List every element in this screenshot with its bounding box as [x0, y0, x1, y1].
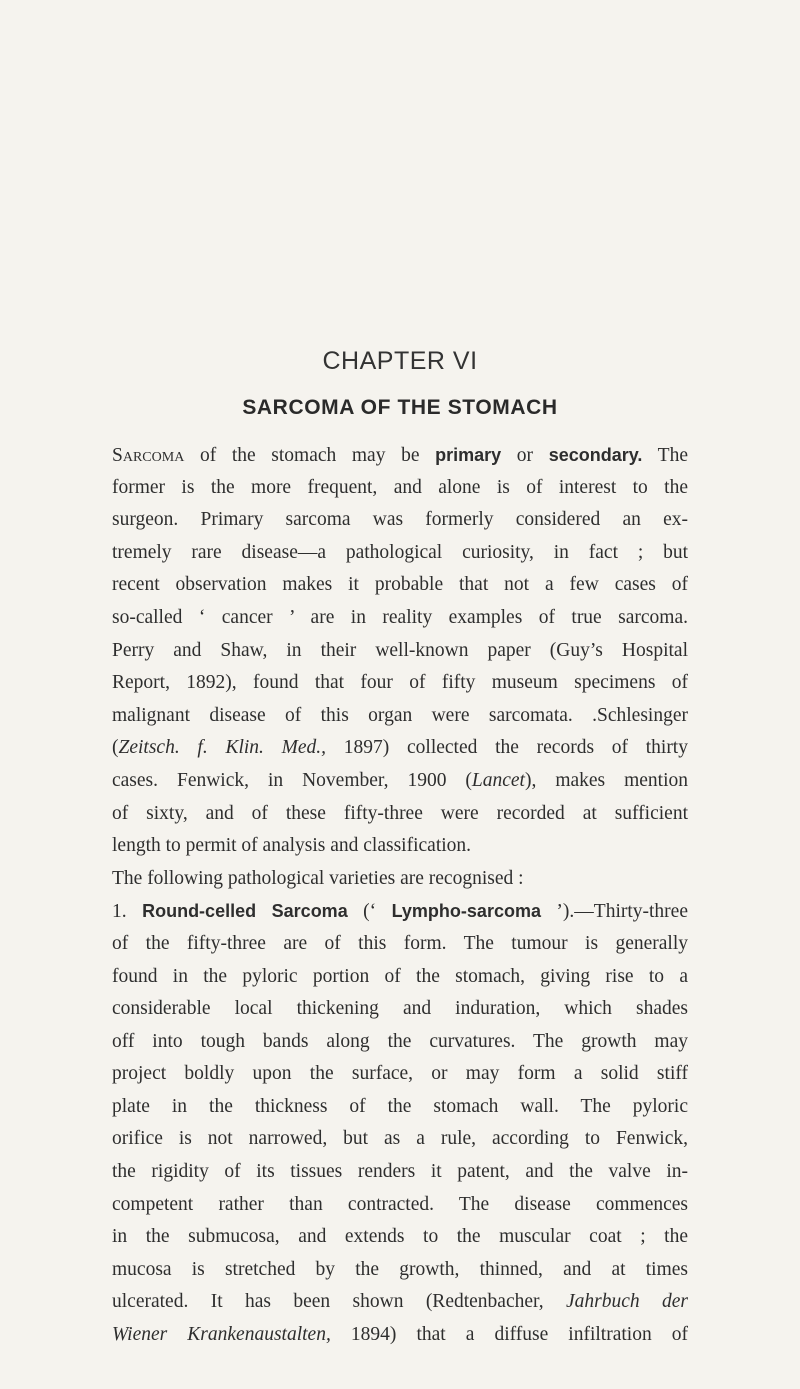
text-line: malignant disease of this organ were sarcomata. .Schlesinger	[112, 704, 688, 726]
chapter-title: SARCOMA OF THE STOMACH	[242, 396, 558, 419]
text-line	[112, 439, 688, 472]
text-span: cases. Fenwick, in November, 1900 (	[112, 769, 472, 791]
text-line: orifice is not narrowed, but as a rule, according to Fenwick,	[112, 1128, 688, 1150]
text-line: competent rather than contracted. The disease commences	[112, 1193, 688, 1215]
bold-term: primary	[435, 445, 502, 465]
text-line: project boldly upon the surface, or may form a solid stiff	[112, 1063, 688, 1085]
text-line: plate in the thickness of the stomach wall. The pyloric	[112, 1095, 688, 1117]
text-span: of the stomach may be	[184, 445, 436, 466]
text-span: 1894) that a diffuse infiltration of	[330, 1324, 689, 1346]
text-span: ), makes mention	[524, 769, 688, 791]
text-line	[112, 895, 688, 928]
citation-italic: Zeitsch. f. Klin. Med.,	[118, 737, 327, 759]
text-line	[112, 1286, 688, 1319]
text-span: 1897) collected the records of thirty	[326, 737, 688, 759]
text-line: of the fifty-three are of this form. The tumour is generally	[112, 932, 688, 954]
text-line: recent observation makes it probable that not a few cases of	[112, 574, 688, 596]
text-line: mucosa is stretched by the growth, thinned, and at times	[112, 1258, 688, 1280]
text-line: found in the pyloric portion of the stomach, giving rise to a	[112, 965, 688, 987]
text-line: in the submucosa, and extends to the muscular coat ; the	[112, 1226, 688, 1248]
text-line: considerable local thickening and induration, which shades	[112, 998, 688, 1020]
text-span: (	[112, 737, 119, 759]
text-line: length to permit of analysis and classification.	[112, 835, 472, 857]
list-number: 1.	[112, 901, 143, 923]
text-span: The	[642, 445, 689, 466]
text-line: surgeon. Primary sarcoma was formerly considered an ex-	[112, 509, 688, 531]
text-span: (‘	[347, 901, 392, 923]
text-line: of sixty, and of these fifty-three were recorded at sufficient	[112, 802, 688, 824]
citation-italic: Lancet	[471, 769, 525, 791]
text-line: off into tough bands along the curvatures. The growth may	[112, 1030, 688, 1052]
text-line: the rigidity of its tissues renders it patent, and the valve in-	[112, 1161, 688, 1183]
citation-italic: Wiener Krankenaustalten,	[112, 1324, 331, 1346]
chapter-number: CHAPTER VI	[322, 347, 478, 375]
text-line: tremely rare disease—a pathological curiosity, in fact ; but	[112, 541, 688, 563]
citation-italic: Jahrbuch der	[565, 1291, 688, 1313]
text-span: ulcerated. It has been shown (Redtenbacher,	[112, 1291, 566, 1313]
text-line: Perry and Shaw, in their well-known paper (Guy’s Hospital	[112, 639, 688, 661]
opening-word: Sarcoma	[112, 445, 185, 466]
text-line: former is the more frequent, and alone is of interest to the	[112, 476, 688, 498]
bold-term: Lympho-sarcoma	[391, 901, 541, 922]
text-line: Report, 1892), found that four of fifty museum specimens of	[112, 672, 688, 694]
text-span: ’).—Thirty-three	[540, 901, 688, 923]
text-line	[112, 765, 688, 798]
text-line	[112, 1319, 688, 1352]
bold-term: secondary.	[548, 445, 643, 465]
text-line	[112, 732, 688, 765]
text-span: or	[501, 445, 549, 466]
bold-term: Round-celled Sarcoma	[142, 901, 348, 922]
text-line: so-called ‘ cancer ’ are in reality examples of true sarcoma.	[112, 606, 688, 628]
text-line: The following pathological varieties are recognised :	[112, 867, 524, 889]
body-text	[112, 439, 688, 1352]
